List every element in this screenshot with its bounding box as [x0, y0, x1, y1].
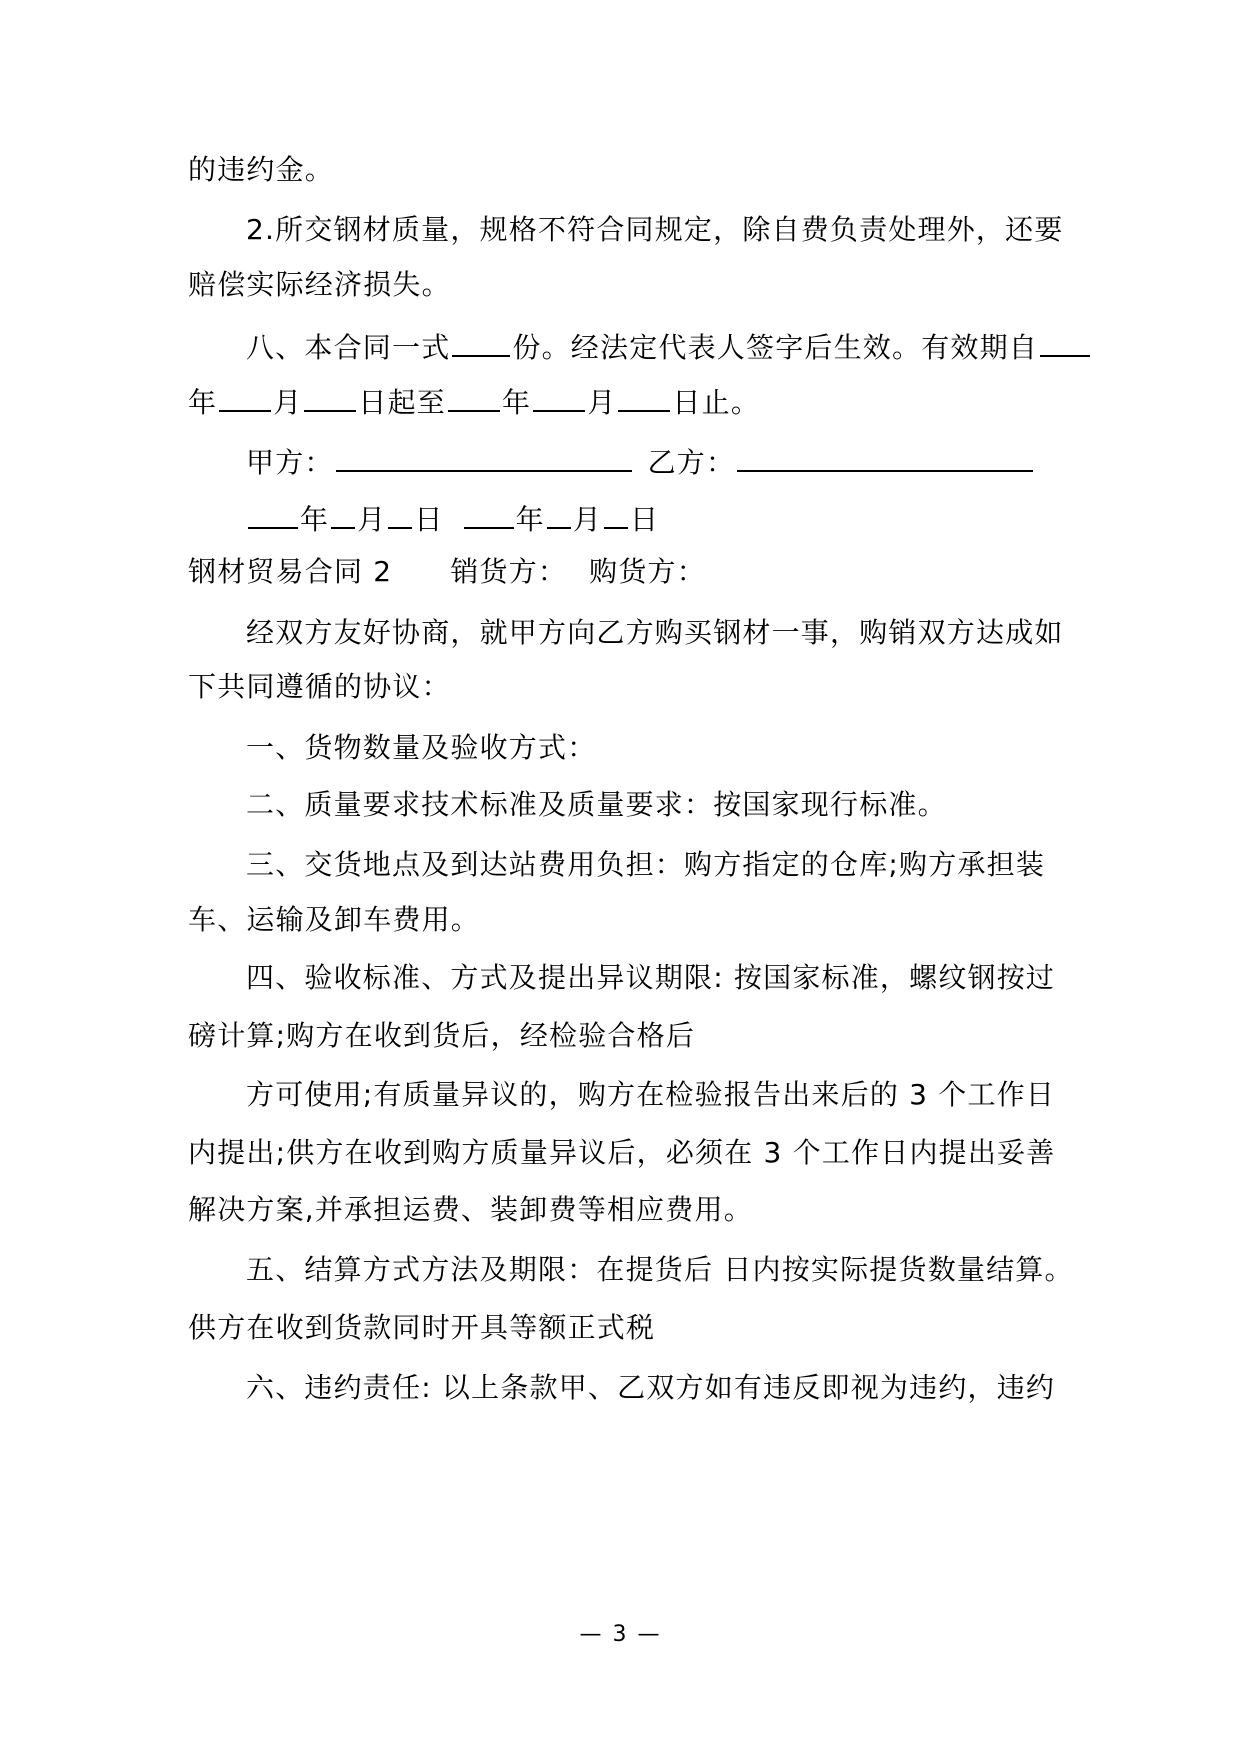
text-segment: 月	[273, 386, 303, 419]
text-line: 五、结算方式方法及期限：在提货后 日内按实际提货数量结算。	[246, 1253, 1074, 1286]
contract-title: 钢材贸易合同 2	[188, 555, 393, 588]
text-line: 的违约金。	[188, 153, 335, 186]
blank-underline	[1040, 325, 1090, 357]
text-segment: 份。经法定代表人签字后生效。有效期自	[512, 331, 1039, 364]
blank-underline	[331, 497, 355, 529]
blank-underline	[248, 497, 298, 529]
text-segment: 日止。	[672, 386, 761, 419]
blank-underline	[618, 380, 670, 412]
seller-label: 销货方：	[450, 555, 568, 588]
blank-underline	[604, 497, 628, 529]
signature-line	[246, 440, 1035, 480]
text-segment: 日	[414, 503, 444, 536]
text-segment: 年	[502, 386, 532, 419]
blank-underline	[533, 380, 585, 412]
text-line: 车、运输及卸车费用。	[188, 903, 481, 936]
text-line: 赔偿实际经济损失。	[188, 268, 451, 301]
text-line: 三、交货地点及到达站费用负担：购方指定的仓库;购方承担装	[246, 848, 1046, 881]
date-line	[246, 497, 659, 537]
blank-underline	[219, 380, 271, 412]
text-line: 供方在收到货款同时开具等额正式税	[188, 1311, 656, 1344]
text-line	[188, 380, 760, 420]
page-number: — 3 —	[579, 1622, 662, 1647]
text-segment: 月	[357, 503, 387, 536]
text-segment: 年	[188, 386, 218, 419]
party-a-label: 甲方：	[246, 446, 334, 479]
text-line: 一、货物数量及验收方式：	[246, 731, 597, 764]
text-segment: 年	[515, 503, 545, 536]
text-line: 二、质量要求技术标准及质量要求：按国家现行标准。	[246, 788, 947, 821]
party-b-label: 乙方：	[647, 446, 736, 479]
text-line: 六、违约责任: 以上条款甲、乙双方如有违反即视为违约，违约	[246, 1371, 1056, 1404]
blank-underline	[547, 497, 571, 529]
text-line: 内提出;供方在收到购方质量异议后，必须在 3 个工作日内提出妥善	[188, 1136, 1056, 1169]
text-segment: 日	[630, 503, 660, 536]
text-line: 解决方案,并承担运费、装卸费等相应费用。	[188, 1193, 753, 1226]
text-line: 下共同遵循的协议：	[188, 670, 451, 703]
text-line: 经双方友好协商，就甲方向乙方购买钢材一事，购销双方达成如	[246, 616, 1064, 649]
blank-underline	[464, 497, 514, 529]
text-segment: 月	[572, 503, 603, 536]
blank-underline	[388, 497, 412, 529]
text-line	[246, 325, 1092, 365]
text-segment: 月	[587, 386, 617, 419]
party-b-signature-blank	[737, 440, 1033, 472]
text-line: 2.所交钢材质量，规格不符合同规定，除自费负责处理外，还要	[246, 213, 1064, 246]
blank-underline	[452, 325, 510, 357]
blank-underline	[304, 380, 356, 412]
text-line: 磅计算;购方在收到货后，经检验合格后	[188, 1019, 696, 1052]
text-line: 方可使用;有质量异议的，购方在检验报告出来后的 3 个工作日	[246, 1078, 1056, 1111]
text-segment: 日起至	[358, 386, 447, 419]
text-segment: 年	[300, 503, 330, 536]
buyer-label: 购货方：	[589, 555, 706, 588]
blank-underline	[448, 380, 500, 412]
text-line: 四、验收标准、方式及提出异议期限: 按国家标准，螺纹钢按过	[246, 961, 1056, 994]
contract-heading	[188, 552, 706, 592]
party-a-signature-blank	[336, 440, 632, 472]
text-segment: 八、本合同一式	[246, 331, 451, 364]
